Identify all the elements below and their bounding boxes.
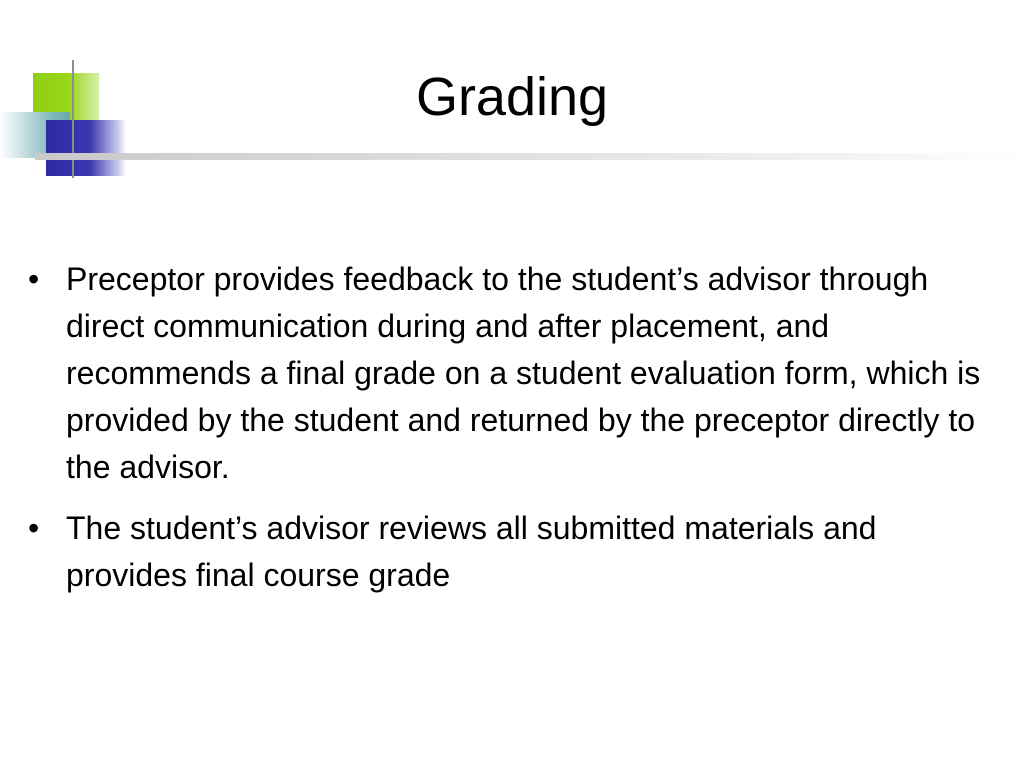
title-underline-rule: [35, 153, 1024, 160]
bullet-marker: •: [28, 261, 40, 297]
blue-square-decoration: [46, 120, 126, 176]
vertical-line-decoration: [72, 60, 74, 178]
bullet-text: The student’s advisor reviews all submitted materials and provides final course grade: [66, 510, 877, 593]
slide-title: Grading: [415, 67, 609, 127]
bullet-item: [28, 505, 1003, 599]
bullet-text: Preceptor provides feedback to the student’s advisor through direct communication during and after placement, and recommends a final grade on a student evaluation form, which is provided by the student and returned by the preceptor directly to the advisor.: [66, 261, 981, 485]
bullet-marker: •: [28, 510, 40, 546]
decorative-logo-blocks: [0, 60, 140, 180]
bullet-item: [28, 256, 1003, 491]
bullet-list: [28, 256, 1003, 613]
